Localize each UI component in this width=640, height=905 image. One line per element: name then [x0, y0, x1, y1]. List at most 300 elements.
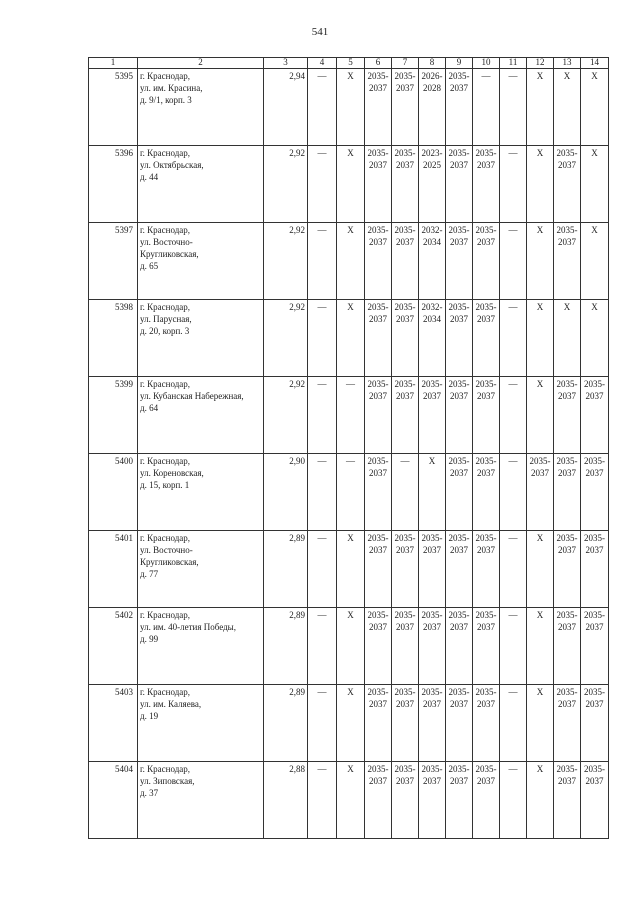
period-cell [365, 146, 392, 223]
period-cell [446, 146, 473, 223]
period-value: 2035- [394, 687, 416, 697]
address-line: г. Краснодар, [140, 764, 191, 774]
period-value: 2035- [367, 533, 389, 543]
period-value: 2035- [367, 687, 389, 697]
period-value: 2035- [584, 687, 605, 697]
period-cell [392, 300, 419, 377]
period-value: 2037 [477, 699, 495, 709]
header-row [89, 58, 609, 69]
period-cell [446, 223, 473, 300]
period-value: 2035- [448, 610, 470, 620]
table-row [89, 685, 609, 762]
period-value: — [317, 533, 327, 543]
period-cell [365, 454, 392, 531]
address-line: ул. Кореновская, [140, 468, 204, 478]
header-cell: 7 [392, 58, 419, 69]
header-cell: 6 [365, 58, 392, 69]
address-line: ул. Парусная, [140, 314, 192, 324]
address-line: г. Краснодар, [140, 379, 191, 389]
period-cell [473, 146, 500, 223]
period-value: 2035- [421, 764, 443, 774]
table-row [89, 223, 609, 300]
period-cell [527, 377, 554, 454]
period-cell [527, 69, 554, 146]
header-cell: 3 [264, 58, 308, 69]
period-value: 2037 [558, 545, 576, 555]
period-value: 2035- [394, 533, 416, 543]
period-value: 2037 [450, 160, 468, 170]
period-value: 2037 [423, 699, 441, 709]
area-value: 2,92 [289, 225, 305, 235]
period-cell [446, 377, 473, 454]
period-value: 2037 [477, 545, 495, 555]
period-cell [337, 762, 365, 839]
period-cell [473, 762, 500, 839]
period-cell [365, 531, 392, 608]
period-cell [554, 685, 581, 762]
period-value: 2035- [529, 456, 551, 466]
period-value: 2037 [369, 83, 387, 93]
period-value: 2037 [585, 622, 604, 632]
period-value: 2037 [450, 545, 468, 555]
row-number: 5398 [115, 302, 133, 312]
period-value: 2037 [396, 699, 414, 709]
period-value: X [563, 302, 571, 312]
period-cell [527, 762, 554, 839]
period-cell [419, 69, 446, 146]
period-value: X [536, 379, 544, 389]
period-cell [473, 377, 500, 454]
period-value: 2035- [475, 610, 497, 620]
period-value: X [536, 148, 544, 158]
period-value: 2037 [477, 776, 495, 786]
period-value: — [508, 456, 518, 466]
address-line: ул. Восточно- [140, 545, 193, 555]
period-value: 2035- [394, 610, 416, 620]
header-cell: 2 [138, 58, 264, 69]
period-value: 2028 [423, 83, 441, 93]
period-value: 2035- [556, 610, 578, 620]
address-line: ул. Кубанская Набережная, [140, 391, 244, 401]
period-value: 2034 [423, 314, 441, 324]
period-cell [500, 146, 527, 223]
period-cell [337, 146, 365, 223]
period-value: X [591, 302, 598, 312]
period-value: 2035- [367, 764, 389, 774]
period-value: 2035- [475, 379, 497, 389]
period-value: — [317, 764, 327, 774]
address-line: г. Краснодар, [140, 687, 191, 697]
period-value: 2037 [369, 391, 387, 401]
period-value: X [591, 71, 598, 81]
period-cell [581, 454, 609, 531]
period-value: 2037 [369, 468, 387, 478]
period-cell [308, 454, 337, 531]
period-value: 2037 [477, 237, 495, 247]
period-cell [581, 762, 609, 839]
header-cell: 14 [581, 58, 609, 69]
period-cell [337, 608, 365, 685]
period-value: 2037 [558, 160, 576, 170]
period-cell [527, 608, 554, 685]
period-value: 2037 [450, 237, 468, 247]
period-value: 2035- [421, 379, 443, 389]
period-value: 2035- [421, 533, 443, 543]
period-value: X [536, 687, 544, 697]
row-number: 5396 [115, 148, 133, 158]
period-value: — [508, 379, 518, 389]
period-cell [308, 762, 337, 839]
period-cell [554, 377, 581, 454]
period-value: — [317, 379, 327, 389]
period-cell [581, 531, 609, 608]
period-value: 2037 [369, 314, 387, 324]
period-cell [337, 223, 365, 300]
address-line: д. 9/1, корп. 3 [140, 95, 192, 105]
address-cell [138, 69, 264, 146]
area-cell [264, 608, 308, 685]
period-value: 2037 [450, 468, 468, 478]
period-value: 2037 [558, 237, 576, 247]
data-table [88, 57, 609, 839]
address-line: д. 65 [140, 261, 159, 271]
period-value: 2035- [394, 225, 416, 235]
period-value: X [536, 225, 544, 235]
period-value: — [508, 533, 518, 543]
period-value: — [346, 456, 355, 466]
address-line: д. 37 [140, 788, 159, 798]
period-value: 2037 [396, 622, 414, 632]
period-value: X [428, 456, 436, 466]
period-value: 2037 [558, 391, 576, 401]
period-cell [392, 608, 419, 685]
period-value: X [536, 71, 544, 81]
area-value: 2,92 [289, 148, 305, 158]
period-value: 2035- [394, 71, 416, 81]
period-value: 2035- [421, 687, 443, 697]
address-cell [138, 531, 264, 608]
period-value: 2035- [475, 456, 497, 466]
period-value: 2037 [423, 622, 441, 632]
period-cell [365, 762, 392, 839]
period-value: 2035- [475, 225, 497, 235]
area-value: 2,92 [289, 379, 305, 389]
period-value: X [536, 302, 544, 312]
period-cell [419, 377, 446, 454]
address-line: д. 19 [140, 711, 159, 721]
period-value: 2035- [367, 71, 389, 81]
period-cell [365, 608, 392, 685]
period-cell [473, 685, 500, 762]
area-cell [264, 300, 308, 377]
period-value: X [591, 225, 598, 235]
area-cell [264, 69, 308, 146]
row-number: 5402 [115, 610, 133, 620]
period-cell [392, 377, 419, 454]
period-cell [473, 531, 500, 608]
area-cell [264, 146, 308, 223]
area-value: 2,92 [289, 302, 305, 312]
period-cell [392, 531, 419, 608]
period-value: — [346, 379, 355, 389]
period-value: 2035- [394, 148, 416, 158]
address-line: д. 15, корп. 1 [140, 480, 190, 490]
area-value: 2,88 [289, 764, 305, 774]
period-value: 2032- [421, 225, 443, 235]
period-value: 2037 [585, 391, 604, 401]
period-value: X [563, 71, 571, 81]
period-cell [308, 531, 337, 608]
period-value: X [347, 225, 354, 235]
period-value: 2035- [448, 687, 470, 697]
period-cell [308, 685, 337, 762]
period-cell [554, 300, 581, 377]
period-cell [392, 146, 419, 223]
period-value: 2035- [448, 379, 470, 389]
row-number-cell [89, 685, 138, 762]
period-cell [365, 377, 392, 454]
period-value: X [347, 687, 354, 697]
address-cell [138, 685, 264, 762]
address-line: ул. им. 40-летия Победы, [140, 622, 236, 632]
period-cell [446, 531, 473, 608]
period-value: 2035- [367, 302, 389, 312]
address-line: г. Краснодар, [140, 302, 191, 312]
period-cell [527, 454, 554, 531]
row-number-cell [89, 377, 138, 454]
address-line: г. Краснодар, [140, 148, 191, 158]
period-value: — [508, 71, 518, 81]
period-value: 2037 [396, 314, 414, 324]
period-cell [473, 608, 500, 685]
period-value: 2035- [556, 687, 578, 697]
header-cell: 13 [554, 58, 581, 69]
area-value: 2,89 [289, 610, 305, 620]
period-cell [308, 300, 337, 377]
period-cell [554, 608, 581, 685]
period-cell [527, 146, 554, 223]
address-line: г. Краснодар, [140, 533, 191, 543]
period-cell [554, 531, 581, 608]
address-cell [138, 762, 264, 839]
period-cell [446, 685, 473, 762]
period-value: 2035- [556, 533, 578, 543]
period-cell [527, 685, 554, 762]
period-value: 2037 [450, 699, 468, 709]
period-cell [500, 223, 527, 300]
table-row [89, 608, 609, 685]
period-value: 2037 [450, 83, 468, 93]
period-cell [419, 146, 446, 223]
row-number-cell [89, 762, 138, 839]
period-value: 2035- [556, 148, 578, 158]
table-row [89, 454, 609, 531]
period-value: 2035- [448, 533, 470, 543]
address-line: ул. Восточно- [140, 237, 193, 247]
period-value: — [508, 610, 518, 620]
address-cell [138, 608, 264, 685]
address-line: Кругликовская, [140, 249, 199, 259]
row-number-cell [89, 223, 138, 300]
period-value: 2035- [584, 456, 605, 466]
row-number: 5399 [115, 379, 133, 389]
period-value: 2037 [396, 83, 414, 93]
period-cell [365, 223, 392, 300]
period-value: 2037 [450, 391, 468, 401]
period-value: 2035- [367, 610, 389, 620]
header-cell: 12 [527, 58, 554, 69]
address-line: г. Краснодар, [140, 456, 191, 466]
period-cell [446, 454, 473, 531]
period-value: 2035- [556, 764, 578, 774]
area-cell [264, 223, 308, 300]
period-cell [581, 608, 609, 685]
period-value: 2035- [475, 687, 497, 697]
period-value: 2037 [585, 468, 604, 478]
address-cell [138, 377, 264, 454]
header-cell: 1 [89, 58, 138, 69]
period-value: 2037 [477, 160, 495, 170]
area-cell [264, 454, 308, 531]
period-value: — [508, 148, 518, 158]
period-value: 2035- [448, 764, 470, 774]
period-value: 2035- [448, 456, 470, 466]
period-cell [308, 608, 337, 685]
period-value: 2037 [369, 622, 387, 632]
period-value: 2037 [396, 391, 414, 401]
period-cell [473, 454, 500, 531]
period-value: 2035- [556, 379, 578, 389]
period-cell [581, 300, 609, 377]
period-value: 2037 [369, 545, 387, 555]
address-cell [138, 146, 264, 223]
period-value: 2035- [367, 148, 389, 158]
period-cell [337, 685, 365, 762]
area-cell [264, 377, 308, 454]
address-line: ул. им. Красина, [140, 83, 203, 93]
period-cell [419, 685, 446, 762]
period-value: 2035- [448, 225, 470, 235]
period-value: 2035- [394, 302, 416, 312]
period-value: 2035- [584, 379, 605, 389]
period-value: 2037 [585, 545, 604, 555]
period-cell [500, 762, 527, 839]
period-cell [308, 69, 337, 146]
period-value: 2035- [584, 610, 605, 620]
period-value: 2035- [394, 379, 416, 389]
row-number: 5401 [115, 533, 133, 543]
period-value: 2035- [556, 225, 578, 235]
period-cell [308, 146, 337, 223]
period-cell [419, 223, 446, 300]
period-value: X [536, 533, 544, 543]
period-cell [554, 146, 581, 223]
row-number: 5403 [115, 687, 133, 697]
period-value: — [317, 687, 327, 697]
period-value: 2035- [584, 533, 605, 543]
table-row [89, 69, 609, 146]
row-number: 5395 [115, 71, 133, 81]
period-value: 2037 [450, 622, 468, 632]
period-cell [500, 454, 527, 531]
header-cell: 10 [473, 58, 500, 69]
period-cell [527, 531, 554, 608]
period-cell [554, 762, 581, 839]
address-line: д. 64 [140, 403, 159, 413]
period-value: 2037 [477, 468, 495, 478]
period-value: X [347, 302, 354, 312]
period-cell [308, 377, 337, 454]
period-cell [500, 69, 527, 146]
period-value: 2037 [369, 699, 387, 709]
table-row [89, 531, 609, 608]
period-value: — [508, 687, 518, 697]
period-value: — [400, 456, 410, 466]
row-number-cell [89, 608, 138, 685]
period-value: 2037 [558, 468, 576, 478]
period-value: 2035- [475, 764, 497, 774]
period-value: 2037 [396, 776, 414, 786]
table-row [89, 300, 609, 377]
period-value: 2035- [475, 302, 497, 312]
period-value: 2035- [448, 302, 470, 312]
table-row [89, 146, 609, 223]
period-value: 2037 [477, 622, 495, 632]
period-cell [446, 300, 473, 377]
row-number-cell [89, 69, 138, 146]
address-line: д. 44 [140, 172, 159, 182]
header-cell: 4 [308, 58, 337, 69]
period-cell [337, 300, 365, 377]
period-value: — [508, 302, 518, 312]
period-cell [365, 69, 392, 146]
period-cell [419, 454, 446, 531]
period-cell [337, 377, 365, 454]
period-cell [337, 454, 365, 531]
period-cell [308, 223, 337, 300]
period-cell [419, 762, 446, 839]
period-value: 2037 [450, 776, 468, 786]
period-value: 2025 [423, 160, 441, 170]
period-cell [581, 685, 609, 762]
period-value: 2026- [421, 71, 443, 81]
page-number: 541 [311, 26, 329, 38]
row-number-cell [89, 454, 138, 531]
address-line: д. 77 [140, 569, 159, 579]
period-value: 2035- [448, 148, 470, 158]
period-value: 2035- [421, 610, 443, 620]
period-value: — [317, 610, 327, 620]
period-value: — [317, 148, 327, 158]
period-cell [554, 69, 581, 146]
header-cell: 8 [419, 58, 446, 69]
area-cell [264, 685, 308, 762]
address-line: Кругликовская, [140, 557, 199, 567]
period-value: X [347, 533, 354, 543]
header-cell: 11 [500, 58, 527, 69]
row-number-cell [89, 146, 138, 223]
period-cell [473, 300, 500, 377]
period-value: 2037 [369, 776, 387, 786]
period-cell [419, 531, 446, 608]
period-value: 2037 [396, 545, 414, 555]
period-value: 2037 [423, 776, 441, 786]
period-cell [392, 69, 419, 146]
period-value: 2035- [367, 225, 389, 235]
table-row [89, 377, 609, 454]
period-value: X [347, 764, 354, 774]
period-value: 2035- [475, 148, 497, 158]
